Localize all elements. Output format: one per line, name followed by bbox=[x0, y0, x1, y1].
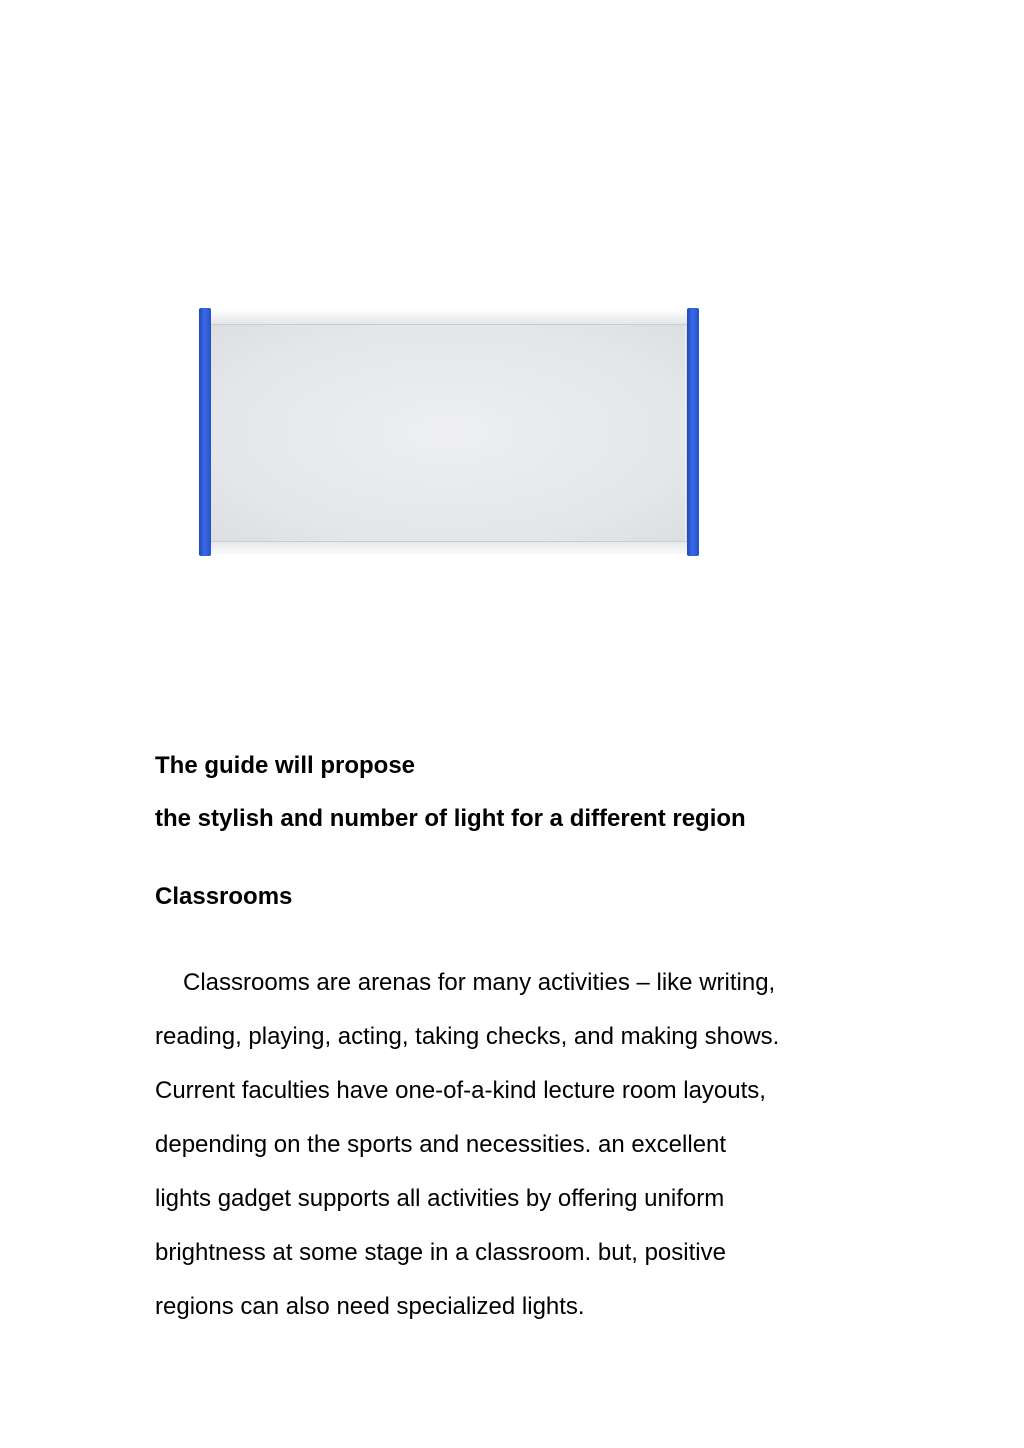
intro-heading-line-1: The guide will propose bbox=[155, 752, 416, 779]
paragraph-line: depending on the sports and necessities. an excellent bbox=[155, 1131, 727, 1158]
paragraph-line: regions can also need specialized lights. bbox=[155, 1293, 585, 1320]
panel-top-rail bbox=[209, 310, 687, 325]
section-heading-classrooms: Classrooms bbox=[155, 883, 293, 910]
panel-right-end-cap bbox=[687, 308, 699, 556]
panel-bottom-rail bbox=[209, 541, 687, 554]
paragraph-line: brightness at some stage in a classroom. but, positive bbox=[155, 1239, 726, 1266]
paragraph-line: reading, playing, acting, taking checks, and making shows. bbox=[155, 1023, 780, 1050]
paragraph-line: lights gadget supports all activities by offering uniform bbox=[155, 1185, 725, 1212]
paragraph-line: Classrooms are arenas for many activities – like writing, bbox=[183, 969, 776, 996]
paragraph-line: Current faculties have one-of-a-kind lecture room layouts, bbox=[155, 1077, 766, 1104]
panel-left-end-cap bbox=[199, 308, 211, 556]
led-panel-image bbox=[199, 308, 699, 556]
classrooms-paragraph bbox=[155, 956, 895, 1334]
panel-diffuser bbox=[211, 325, 685, 541]
intro-heading-line-2: the stylish and number of light for a different region bbox=[155, 805, 746, 832]
